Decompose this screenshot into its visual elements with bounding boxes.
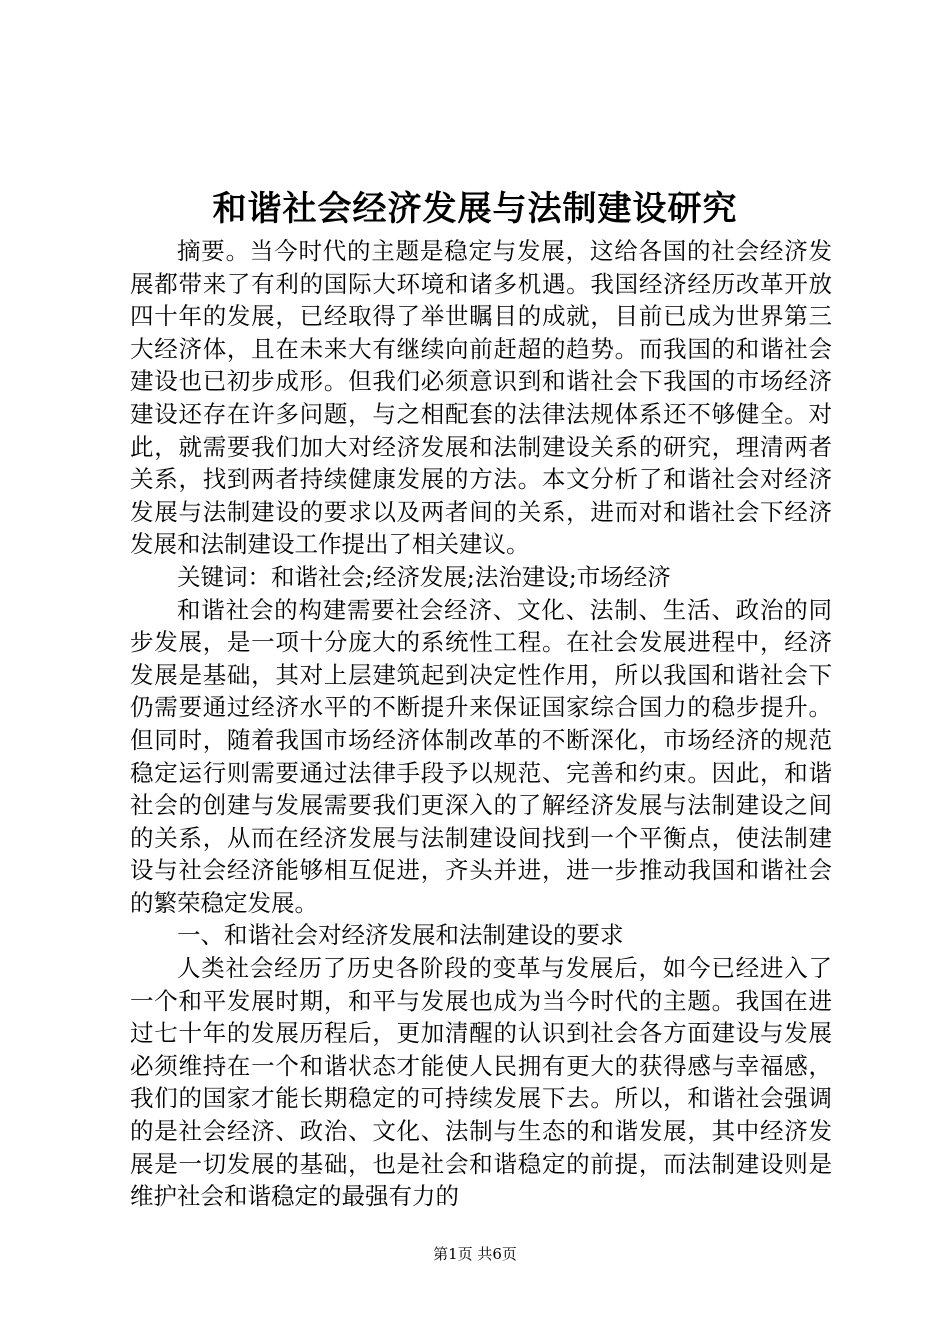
keywords-paragraph: 关键词：和谐社会;经济发展;法治建设;市场经济 xyxy=(177,562,671,591)
document-title: 和谐社会经济发展与法制建设研究 xyxy=(212,189,738,229)
section-paragraph: 人类社会经历了历史各阶段的变革与发展后，如今已经进入了一个和平发展时期，和平与发展也成为当今时代的主题。我国在进过七十年的发展历程后，更加清醒的认识到社会各方面建设与发展必须维持在一个和谐状态才能使人民拥有更大的获得感与幸福感，我们的国家才能长期稳定的可持续发展下去。所以，和谐社会强调的是社会经济、政治、文化、法制与生态的和谐发展，其中经济发展是一切发展的基础，也是社会和谐稳定的前提，而法制建设则是维护社会和谐稳定的最强有力的 xyxy=(130,954,832,1211)
intro-paragraph: 和谐社会的构建需要社会经济、文化、法制、生活、政治的同步发展，是一项十分庞大的系统性工程。在社会发展进程中，经济发展是基础，其对上层建筑起到决定性作用，所以我国和谐社会下仍需要通过经济水平的不断提升来保证国家综合国力的稳步提升。但同时，随着我国市场经济体制改革的不断深化，市场经济的规范稳定运行则需要通过法律手段予以规范、完善和约束。因此，和谐社会的创建与发展需要我们更深入的了解经济发展与法制建设之间的关系，从而在经济发展与法制建设间找到一个平衡点，使法制建设与社会经济能够相互促进，齐头并进，进一步推动我国和谐社会的繁荣稳定发展。 xyxy=(130,595,832,917)
abstract-paragraph: 摘要。当今时代的主题是稳定与发展，这给各国的社会经济发展都带来了有利的国际大环境和诸多机遇。我国经济经历改革开放四十年的发展，已经取得了举世瞩目的成就，目前已成为世界第三大经济体，且在未来大有继续向前赶超的趋势。而我国的和谐社会建设也已初步成形。但我们必须意识到和谐社会下我国的市场经济建设还存在许多问题，与之相配套的法律法规体系还不够健全。对此，就需要我们加大对经济发展和法制建设关系的研究，理清两者关系，找到两者持续健康发展的方法。本文分析了和谐社会对经济发展与法制建设的要求以及两者间的关系，进而对和谐社会下经济发展和法制建设工作提出了相关建议。 xyxy=(130,237,832,559)
page-footer: 第1页 共6页 xyxy=(433,1245,517,1263)
section-heading: 一、和谐社会对经济发展和法制建设的要求 xyxy=(177,921,624,950)
document-body xyxy=(130,235,832,1213)
